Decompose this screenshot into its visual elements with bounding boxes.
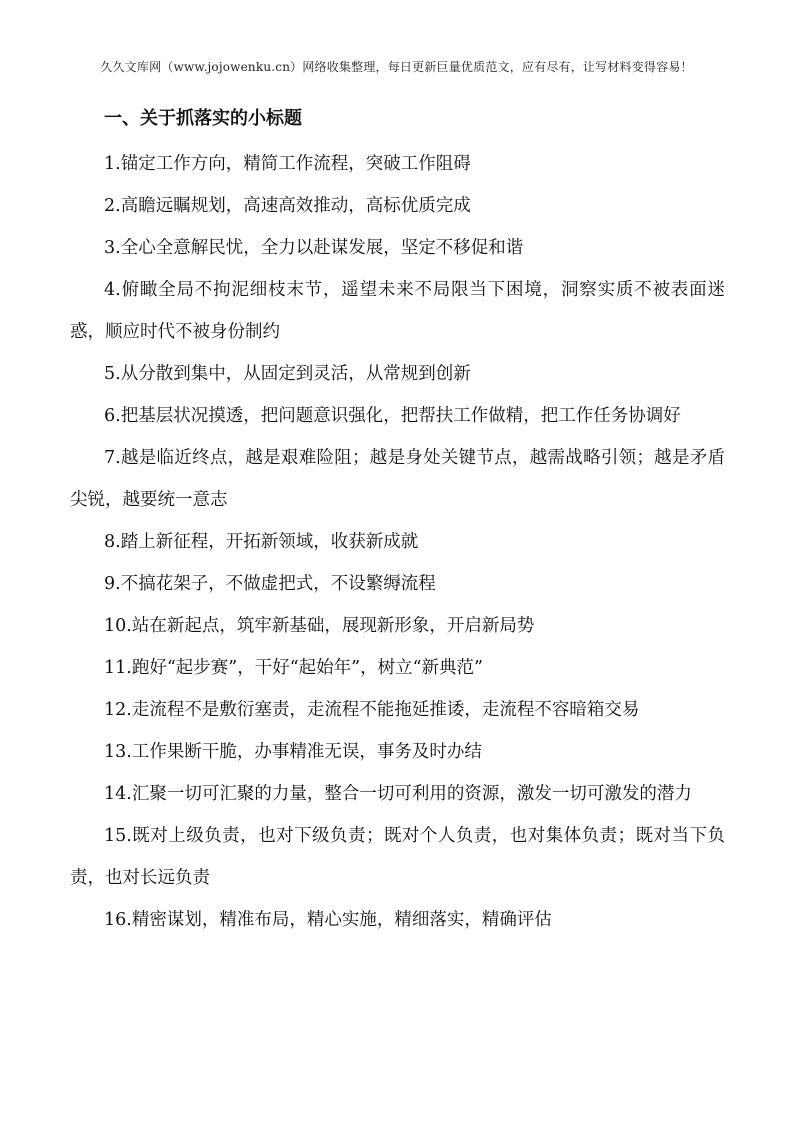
list-item: 10.站在新起点，筑牢新基础，展现新形象，开启新局势	[104, 616, 535, 636]
list-item: 7.越是临近终点，越是艰难险阻；越是身处关键节点，越需战略引领；越是矛盾尖锐，越要统一意志	[70, 448, 725, 510]
list-item: 2.高瞻远瞩规划，高速高效推动，高标优质完成	[104, 196, 471, 216]
list-item: 3.全心全意解民忧，全力以赴谋发展，坚定不移促和谐	[104, 238, 524, 258]
list-item: 11.跑好“起步赛”，干好“起始年”，树立“新典范”	[104, 658, 484, 678]
list-item: 13.工作果断干脆，办事精准无误，事务及时办结	[104, 742, 482, 762]
list-item: 5.从分散到集中，从固定到灵活，从常规到创新	[104, 364, 471, 384]
heading-list	[70, 143, 725, 941]
header-note: 久久文库网（www.jojowenku.cn）网络收集整理，每日更新巨量优质范文，应有尽有，让写材料变得容易！	[100, 60, 693, 74]
list-item: 15.既对上级负责，也对下级负责；既对个人负责，也对集体负责；既对当下负责，也对长远负责	[70, 826, 725, 888]
list-item: 4.俯瞰全局不拘泥细枝末节，遥望未来不局限当下困境，洞察实质不被表面迷惑，顺应时代不被身份制约	[70, 280, 725, 342]
list-item: 8.踏上新征程，开拓新领域，收获新成就	[104, 532, 419, 552]
list-item: 9.不搞花架子，不做虚把式，不设繁缛流程	[104, 574, 436, 594]
list-item: 12.走流程不是敷衍塞责，走流程不能拖延推诿，走流程不容暗箱交易	[104, 700, 640, 720]
list-item: 14.汇聚一切可汇聚的力量，整合一切可利用的资源，激发一切可激发的潜力	[104, 784, 692, 804]
list-item: 16.精密谋划，精准布局，精心实施，精细落实，精确评估	[104, 910, 552, 930]
section-title: 一、关于抓落实的小标题	[104, 108, 302, 129]
list-item: 1.锚定工作方向，精简工作流程，突破工作阻碍	[104, 154, 471, 174]
list-item: 6.把基层状况摸透，把问题意识强化，把帮扶工作做精，把工作任务协调好	[104, 406, 681, 426]
